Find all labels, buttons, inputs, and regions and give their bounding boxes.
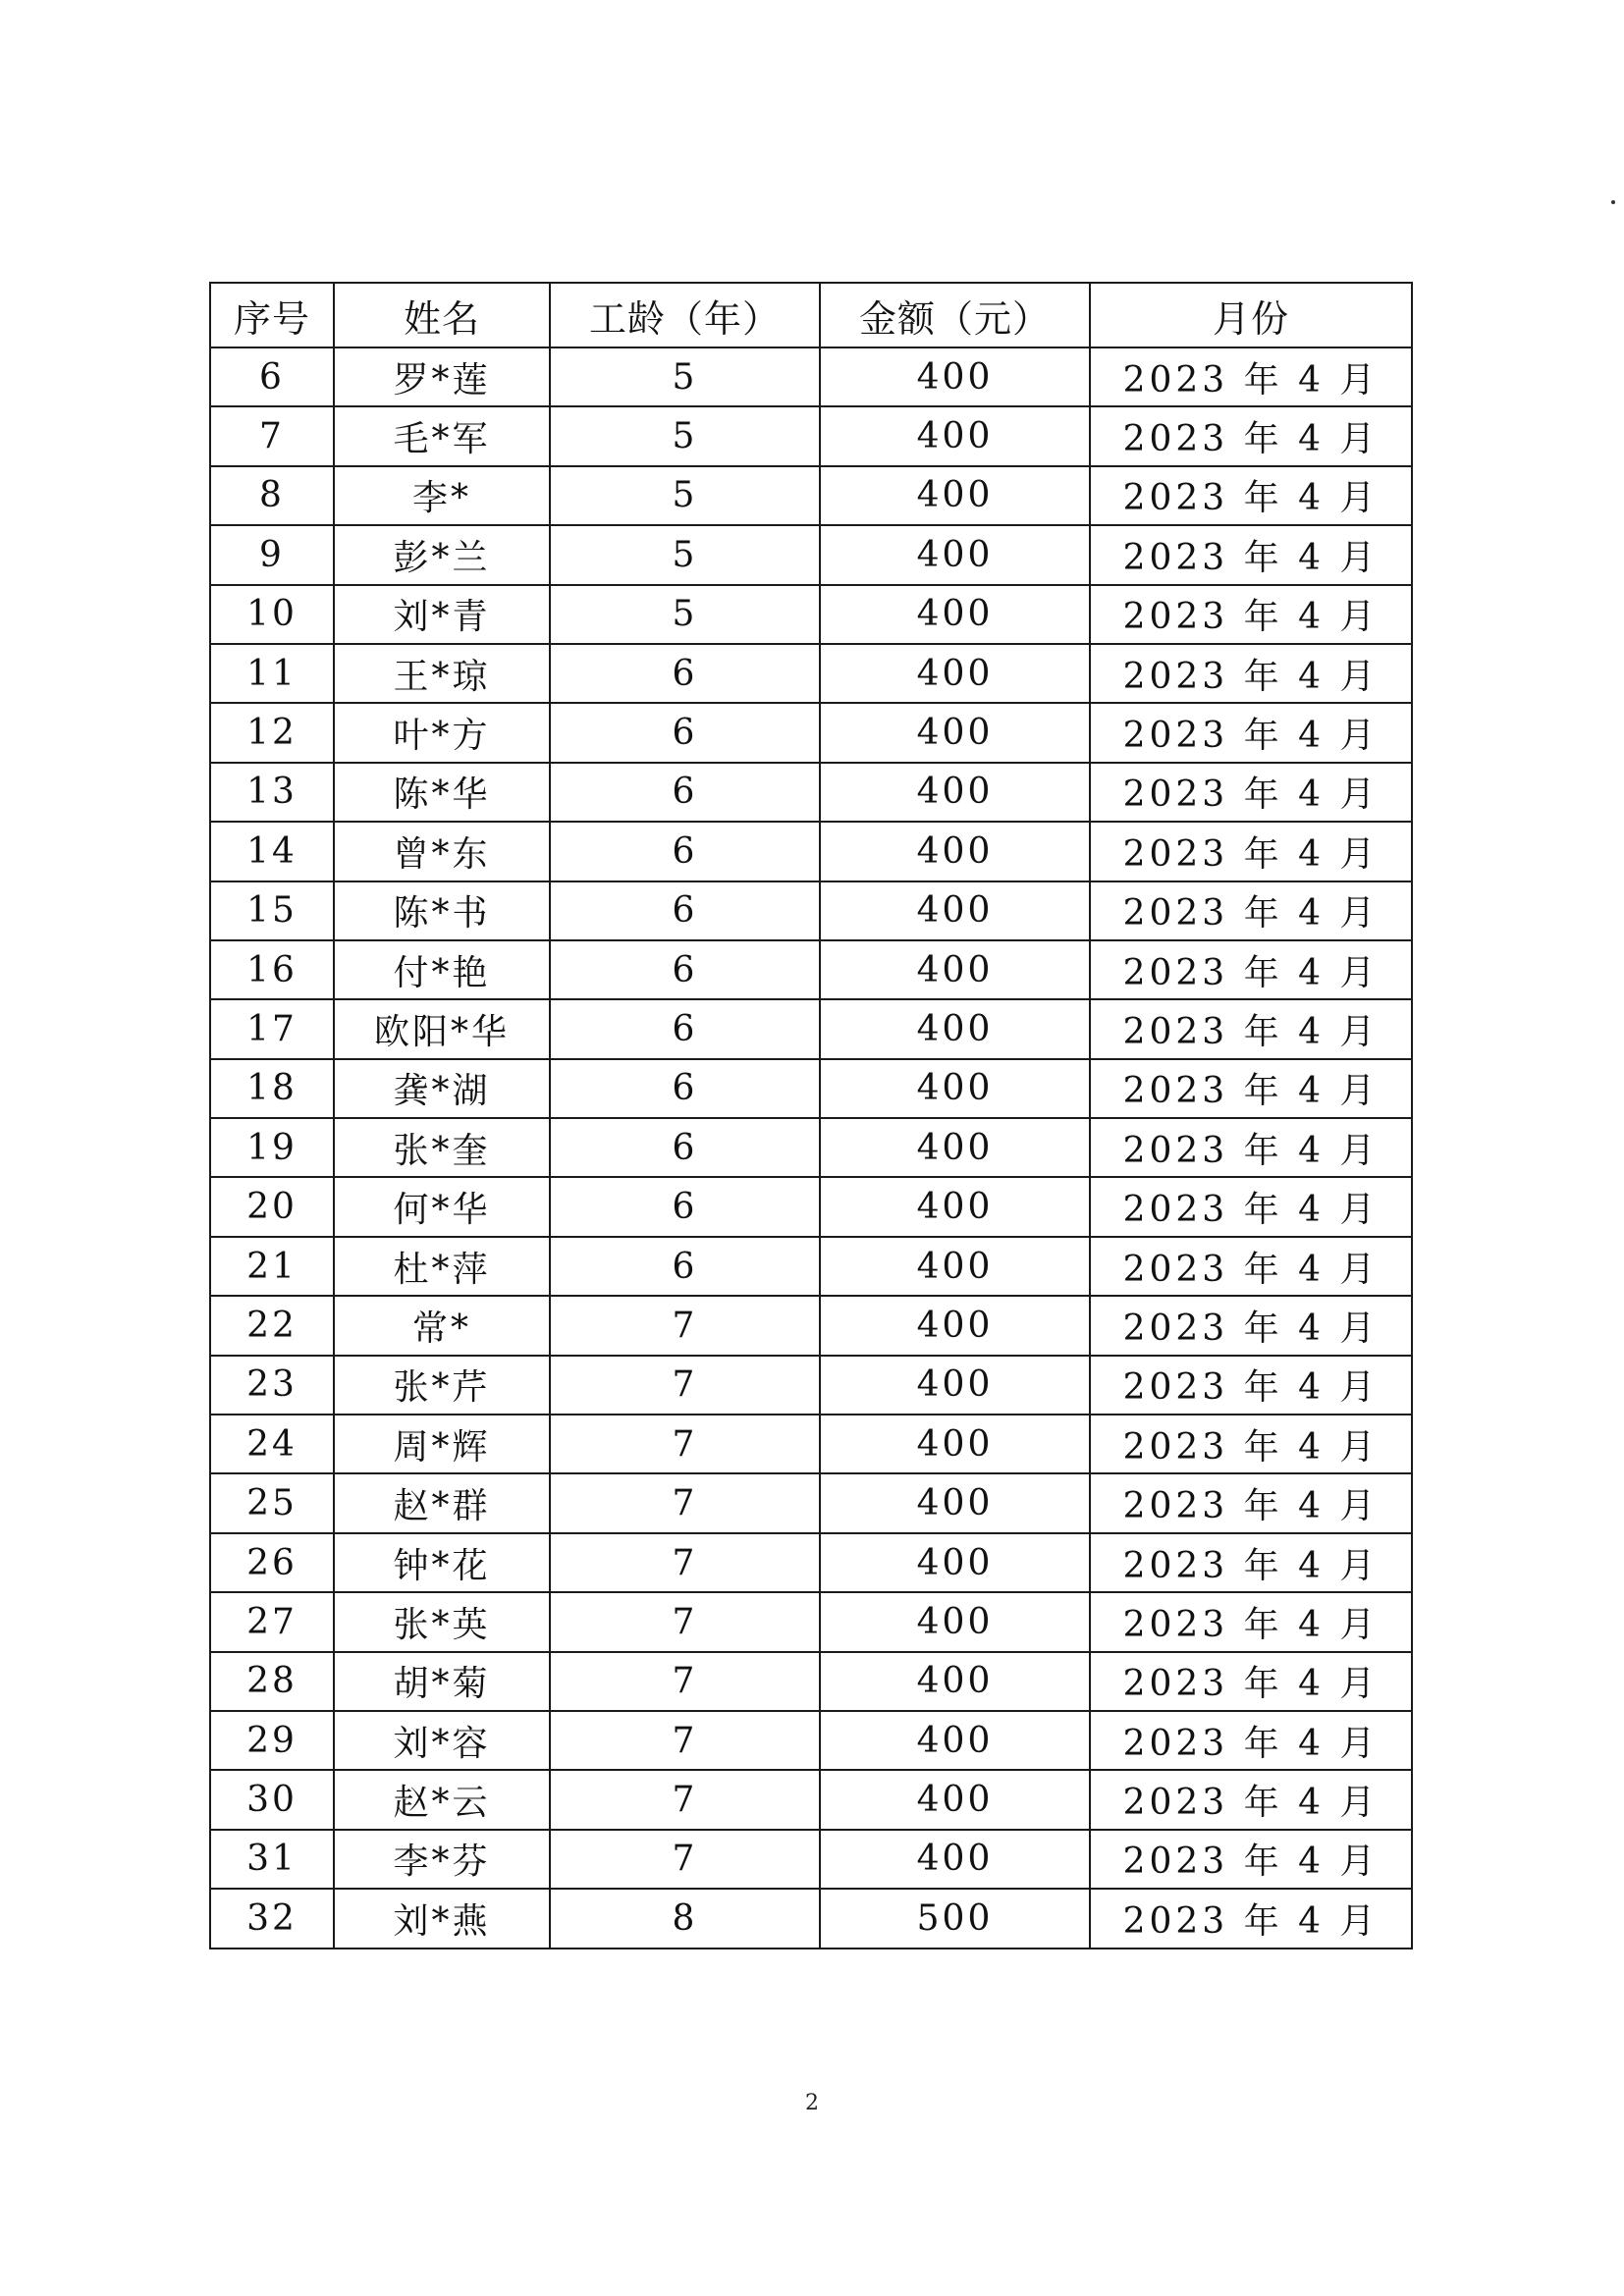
cell-name: 曾*东 xyxy=(334,822,550,881)
table-row xyxy=(210,940,1412,999)
cell-seniority: 5 xyxy=(550,347,820,406)
cell-serial-number: 18 xyxy=(210,1059,334,1118)
cell-month: 2023 年 4 月 xyxy=(1090,466,1412,525)
cell-name: 陈*书 xyxy=(334,881,550,940)
page-number: 2 xyxy=(805,2091,819,2115)
cell-amount: 400 xyxy=(820,1356,1090,1415)
cell-name: 刘*燕 xyxy=(334,1889,550,1948)
cell-serial-number: 6 xyxy=(210,347,334,406)
table-row xyxy=(210,1177,1412,1236)
cell-name: 刘*容 xyxy=(334,1711,550,1770)
cell-month: 2023 年 4 月 xyxy=(1090,703,1412,762)
cell-seniority: 5 xyxy=(550,525,820,584)
cell-name: 彭*兰 xyxy=(334,525,550,584)
cell-seniority: 7 xyxy=(550,1652,820,1711)
cell-serial-number: 11 xyxy=(210,644,334,703)
cell-seniority: 7 xyxy=(550,1770,820,1829)
cell-serial-number: 27 xyxy=(210,1592,334,1651)
cell-seniority: 6 xyxy=(550,1118,820,1177)
cell-seniority: 5 xyxy=(550,406,820,465)
cell-amount: 400 xyxy=(820,703,1090,762)
header-serial-number: 序号 xyxy=(210,283,334,347)
cell-month: 2023 年 4 月 xyxy=(1090,822,1412,881)
cell-amount: 400 xyxy=(820,1296,1090,1355)
cell-name: 周*辉 xyxy=(334,1415,550,1473)
cell-amount: 400 xyxy=(820,763,1090,822)
cell-seniority: 7 xyxy=(550,1356,820,1415)
table-row xyxy=(210,1415,1412,1473)
cell-month: 2023 年 4 月 xyxy=(1090,644,1412,703)
table-row xyxy=(210,1592,1412,1651)
cell-month: 2023 年 4 月 xyxy=(1090,585,1412,644)
cell-serial-number: 13 xyxy=(210,763,334,822)
table-row xyxy=(210,466,1412,525)
cell-amount: 400 xyxy=(820,1533,1090,1592)
cell-month: 2023 年 4 月 xyxy=(1090,525,1412,584)
cell-amount: 400 xyxy=(820,822,1090,881)
cell-seniority: 6 xyxy=(550,1177,820,1236)
table-row xyxy=(210,1889,1412,1948)
table-row xyxy=(210,525,1412,584)
table-row xyxy=(210,1652,1412,1711)
cell-name: 杜*萍 xyxy=(334,1237,550,1296)
cell-month: 2023 年 4 月 xyxy=(1090,1059,1412,1118)
cell-month: 2023 年 4 月 xyxy=(1090,1652,1412,1711)
cell-amount: 400 xyxy=(820,1473,1090,1532)
table-row xyxy=(210,999,1412,1058)
cell-month: 2023 年 4 月 xyxy=(1090,1592,1412,1651)
cell-month: 2023 年 4 月 xyxy=(1090,1415,1412,1473)
cell-serial-number: 26 xyxy=(210,1533,334,1592)
cell-month: 2023 年 4 月 xyxy=(1090,763,1412,822)
cell-name: 欧阳*华 xyxy=(334,999,550,1058)
table-row xyxy=(210,1533,1412,1592)
cell-month: 2023 年 4 月 xyxy=(1090,1356,1412,1415)
cell-name: 付*艳 xyxy=(334,940,550,999)
cell-serial-number: 14 xyxy=(210,822,334,881)
cell-serial-number: 9 xyxy=(210,525,334,584)
cell-amount: 400 xyxy=(820,406,1090,465)
cell-name: 张*英 xyxy=(334,1592,550,1651)
cell-month: 2023 年 4 月 xyxy=(1090,999,1412,1058)
table-row xyxy=(210,1711,1412,1770)
scan-speck xyxy=(1611,200,1615,204)
header-amount-yuan: 金额（元） xyxy=(820,283,1090,347)
header-row xyxy=(210,283,1412,347)
cell-amount: 400 xyxy=(820,525,1090,584)
cell-seniority: 7 xyxy=(550,1711,820,1770)
cell-amount: 400 xyxy=(820,1711,1090,1770)
cell-seniority: 7 xyxy=(550,1296,820,1355)
cell-month: 2023 年 4 月 xyxy=(1090,1237,1412,1296)
cell-amount: 400 xyxy=(820,881,1090,940)
cell-amount: 400 xyxy=(820,1592,1090,1651)
cell-name: 龚*湖 xyxy=(334,1059,550,1118)
cell-month: 2023 年 4 月 xyxy=(1090,1889,1412,1948)
header-month: 月份 xyxy=(1090,283,1412,347)
cell-serial-number: 23 xyxy=(210,1356,334,1415)
cell-serial-number: 32 xyxy=(210,1889,334,1948)
cell-name: 常* xyxy=(334,1296,550,1355)
cell-serial-number: 16 xyxy=(210,940,334,999)
cell-name: 刘*青 xyxy=(334,585,550,644)
cell-seniority: 6 xyxy=(550,1059,820,1118)
cell-serial-number: 24 xyxy=(210,1415,334,1473)
cell-seniority: 6 xyxy=(550,1237,820,1296)
cell-name: 赵*云 xyxy=(334,1770,550,1829)
table-body xyxy=(210,347,1412,1949)
cell-serial-number: 17 xyxy=(210,999,334,1058)
cell-amount: 400 xyxy=(820,999,1090,1058)
cell-name: 钟*花 xyxy=(334,1533,550,1592)
cell-month: 2023 年 4 月 xyxy=(1090,881,1412,940)
cell-seniority: 6 xyxy=(550,822,820,881)
cell-amount: 400 xyxy=(820,644,1090,703)
cell-amount: 500 xyxy=(820,1889,1090,1948)
cell-name: 罗*莲 xyxy=(334,347,550,406)
cell-serial-number: 10 xyxy=(210,585,334,644)
cell-month: 2023 年 4 月 xyxy=(1090,1118,1412,1177)
cell-seniority: 6 xyxy=(550,881,820,940)
cell-amount: 400 xyxy=(820,1652,1090,1711)
header-seniority-years: 工龄（年） xyxy=(550,283,820,347)
table-row xyxy=(210,822,1412,881)
table-row xyxy=(210,1356,1412,1415)
cell-month: 2023 年 4 月 xyxy=(1090,1473,1412,1532)
cell-seniority: 7 xyxy=(550,1830,820,1889)
cell-seniority: 6 xyxy=(550,999,820,1058)
cell-serial-number: 21 xyxy=(210,1237,334,1296)
cell-serial-number: 15 xyxy=(210,881,334,940)
cell-month: 2023 年 4 月 xyxy=(1090,406,1412,465)
cell-name: 何*华 xyxy=(334,1177,550,1236)
cell-amount: 400 xyxy=(820,466,1090,525)
cell-amount: 400 xyxy=(820,1059,1090,1118)
cell-month: 2023 年 4 月 xyxy=(1090,1711,1412,1770)
roster-table xyxy=(209,282,1413,1949)
table-row xyxy=(210,1296,1412,1355)
cell-serial-number: 31 xyxy=(210,1830,334,1889)
cell-name: 赵*群 xyxy=(334,1473,550,1532)
cell-month: 2023 年 4 月 xyxy=(1090,940,1412,999)
cell-serial-number: 8 xyxy=(210,466,334,525)
cell-name: 毛*军 xyxy=(334,406,550,465)
cell-amount: 400 xyxy=(820,940,1090,999)
cell-serial-number: 12 xyxy=(210,703,334,762)
cell-name: 陈*华 xyxy=(334,763,550,822)
cell-seniority: 7 xyxy=(550,1473,820,1532)
cell-name: 张*芹 xyxy=(334,1356,550,1415)
cell-month: 2023 年 4 月 xyxy=(1090,1830,1412,1889)
cell-month: 2023 年 4 月 xyxy=(1090,1296,1412,1355)
table-row xyxy=(210,644,1412,703)
cell-amount: 400 xyxy=(820,347,1090,406)
cell-serial-number: 28 xyxy=(210,1652,334,1711)
cell-serial-number: 22 xyxy=(210,1296,334,1355)
table-header xyxy=(210,283,1412,347)
table-row xyxy=(210,406,1412,465)
table-row xyxy=(210,1237,1412,1296)
cell-seniority: 7 xyxy=(550,1415,820,1473)
cell-seniority: 6 xyxy=(550,703,820,762)
cell-serial-number: 19 xyxy=(210,1118,334,1177)
cell-amount: 400 xyxy=(820,1237,1090,1296)
cell-seniority: 5 xyxy=(550,585,820,644)
table-row xyxy=(210,1059,1412,1118)
cell-serial-number: 20 xyxy=(210,1177,334,1236)
cell-seniority: 7 xyxy=(550,1533,820,1592)
cell-name: 李* xyxy=(334,466,550,525)
table-row xyxy=(210,1830,1412,1889)
cell-name: 叶*方 xyxy=(334,703,550,762)
cell-serial-number: 7 xyxy=(210,406,334,465)
cell-month: 2023 年 4 月 xyxy=(1090,1177,1412,1236)
cell-amount: 400 xyxy=(820,1177,1090,1236)
cell-serial-number: 25 xyxy=(210,1473,334,1532)
cell-amount: 400 xyxy=(820,1830,1090,1889)
table-row xyxy=(210,1770,1412,1829)
header-name: 姓名 xyxy=(334,283,550,347)
cell-seniority: 7 xyxy=(550,1592,820,1651)
table-row xyxy=(210,881,1412,940)
table-row xyxy=(210,585,1412,644)
cell-name: 张*奎 xyxy=(334,1118,550,1177)
cell-seniority: 6 xyxy=(550,763,820,822)
cell-month: 2023 年 4 月 xyxy=(1090,1533,1412,1592)
cell-amount: 400 xyxy=(820,1770,1090,1829)
cell-amount: 400 xyxy=(820,1118,1090,1177)
cell-seniority: 6 xyxy=(550,644,820,703)
table-row xyxy=(210,1473,1412,1532)
table-row xyxy=(210,703,1412,762)
cell-seniority: 8 xyxy=(550,1889,820,1948)
cell-month: 2023 年 4 月 xyxy=(1090,1770,1412,1829)
cell-serial-number: 30 xyxy=(210,1770,334,1829)
cell-seniority: 6 xyxy=(550,940,820,999)
cell-month: 2023 年 4 月 xyxy=(1090,347,1412,406)
table-row xyxy=(210,763,1412,822)
table-row xyxy=(210,347,1412,406)
cell-amount: 400 xyxy=(820,1415,1090,1473)
cell-serial-number: 29 xyxy=(210,1711,334,1770)
cell-name: 李*芬 xyxy=(334,1830,550,1889)
cell-seniority: 5 xyxy=(550,466,820,525)
cell-name: 胡*菊 xyxy=(334,1652,550,1711)
cell-name: 王*琼 xyxy=(334,644,550,703)
table-row xyxy=(210,1118,1412,1177)
cell-amount: 400 xyxy=(820,585,1090,644)
